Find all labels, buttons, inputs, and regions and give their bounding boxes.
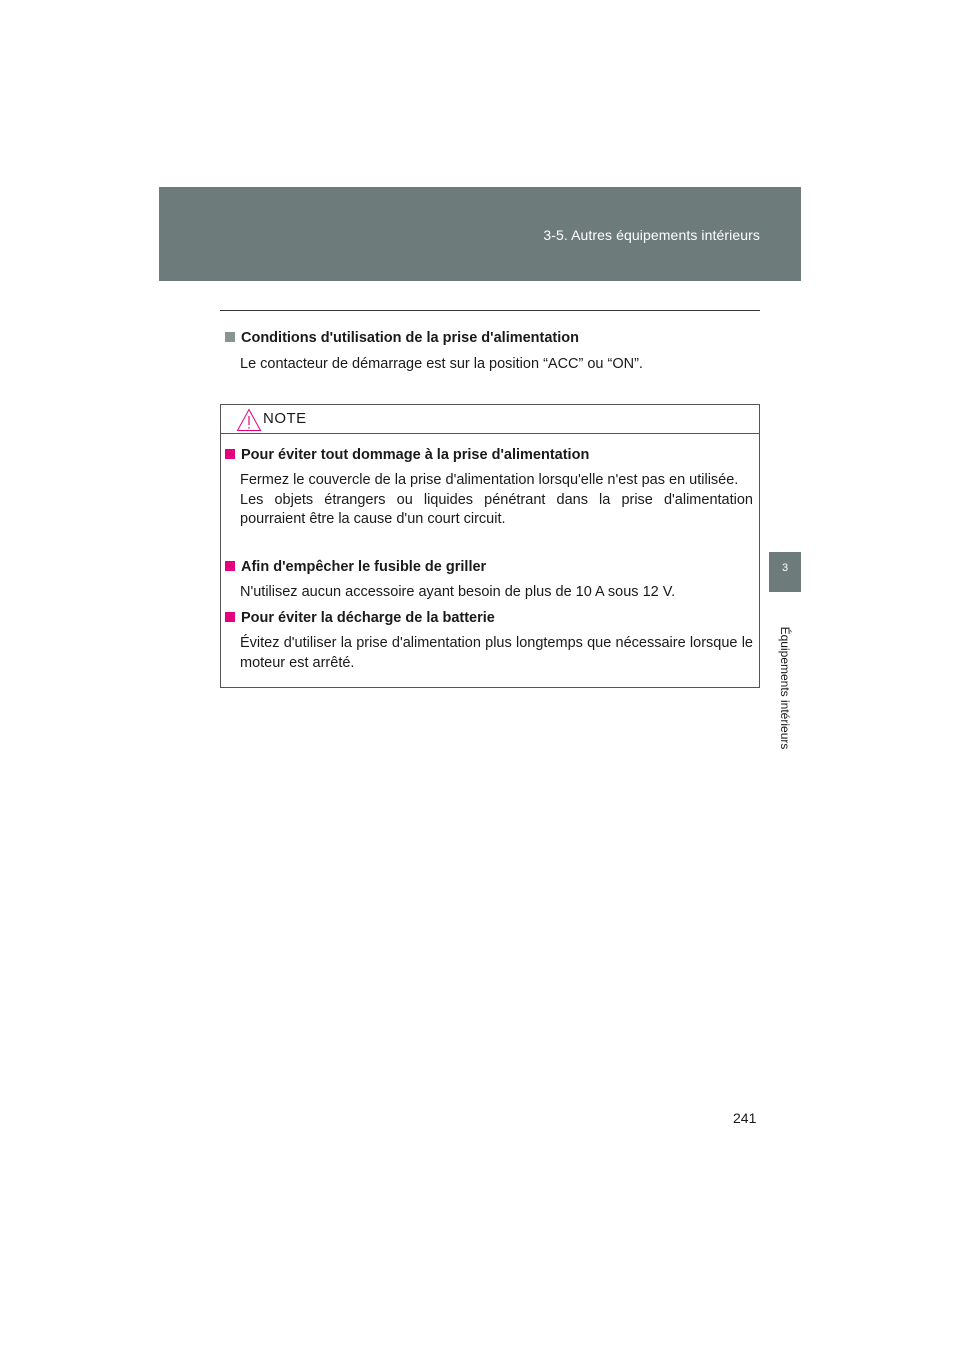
note-paragraph: Fermez le couvercle de la prise d'alimentation lorsqu'elle n'est pas en utilisée.	[240, 472, 739, 488]
square-bullet-icon	[225, 332, 235, 342]
intro-heading-text: Conditions d'utilisation de la prise d'alimentation	[241, 330, 580, 346]
note-header	[221, 405, 759, 434]
note-section	[221, 557, 759, 603]
note-section-heading-text: Pour éviter tout dommage à la prise d'alimentation	[241, 447, 590, 463]
intro-body: Le contacteur de démarrage est sur la position “ACC” ou “ON”.	[240, 356, 643, 372]
header-band	[159, 187, 801, 281]
intro-heading	[225, 330, 579, 346]
note-section-body	[240, 634, 753, 673]
square-bullet-icon	[225, 561, 235, 571]
note-section	[221, 445, 759, 530]
note-section-body	[240, 583, 753, 603]
chapter-label: Équipements intérieurs	[778, 626, 792, 750]
page-number: 241	[733, 1110, 757, 1126]
warning-triangle-icon	[236, 408, 262, 432]
section-title: 3-5. Autres équipements intérieurs	[543, 227, 760, 243]
square-bullet-icon	[225, 449, 235, 459]
square-bullet-icon	[225, 612, 235, 622]
note-paragraph: N'utilisez aucun accessoire ayant besoin de plus de 10 A sous 12 V.	[240, 584, 676, 600]
note-paragraph: Les objets étrangers ou liquides pénétrant dans la prise d'alimentation pourraient être la cause d'un court circuit.	[240, 491, 753, 527]
note-box	[220, 404, 760, 688]
note-section	[221, 608, 759, 673]
note-section-heading-text: Afin d'empêcher le fusible de griller	[241, 559, 487, 575]
chapter-number: 3	[781, 562, 789, 574]
section-divider	[220, 310, 760, 311]
note-section-heading	[225, 445, 759, 465]
note-title: NOTE	[263, 410, 307, 427]
note-section-heading	[225, 608, 759, 628]
note-section-heading	[225, 557, 759, 577]
note-section-heading-text: Pour éviter la décharge de la batterie	[241, 610, 495, 626]
note-paragraph: Évitez d'utiliser la prise d'alimentation plus longtemps que nécessaire lorsque le moteur est arrêté.	[240, 635, 753, 671]
note-section-body	[240, 471, 753, 530]
